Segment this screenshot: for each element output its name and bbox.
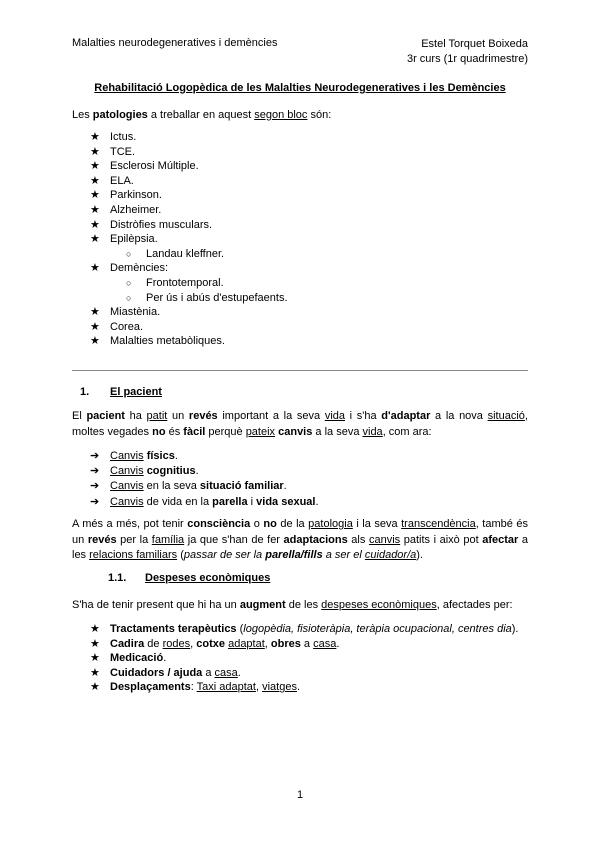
section-heading-1: 1. El pacient xyxy=(80,386,162,398)
section-heading-1-1: 1.1. Despeses econòmiques xyxy=(108,572,271,584)
star-bullet-icon: ★ xyxy=(90,320,100,333)
expenses-list xyxy=(90,622,530,695)
list-item: ★ Distròfies musculars. xyxy=(90,218,213,231)
circle-bullet-icon: ○ xyxy=(126,277,132,288)
star-bullet-icon: ★ xyxy=(90,203,100,216)
awareness-paragraph: A més a més, pot tenir consciència o no de la patologia i la seva transcendència, també és un revés per la família ja que s'han de fer adaptacions als canvis patits i això pot afectar a les relacions familiars (passar de ser la parella/fills a ser el cuidador/a). xyxy=(72,518,529,561)
list-item: ★ Medicació. xyxy=(90,652,167,665)
star-bullet-icon: ★ xyxy=(90,174,100,187)
list-item: ➔ Canvis cognitius. xyxy=(90,464,510,479)
horizontal-divider xyxy=(72,370,528,371)
sub-list-item: ○ Per ús i abús d'estupefaents. xyxy=(126,291,288,304)
list-item: ★ Parkinson. xyxy=(90,189,162,202)
star-bullet-icon: ★ xyxy=(90,623,100,635)
list-item: ★ Esclerosi Múltiple. xyxy=(90,160,199,173)
intro-paragraph: Les patologies a treballar en aquest segon bloc són: xyxy=(72,109,332,121)
list-item: ★ Ictus. xyxy=(90,131,137,143)
list-item: ★ Demències: xyxy=(90,262,169,275)
header-subject: Malalties neurodegeneratives i demències xyxy=(72,37,278,49)
arrow-bullet-icon: ➔ xyxy=(90,495,100,508)
star-bullet-icon: ★ xyxy=(90,637,100,650)
star-bullet-icon: ★ xyxy=(90,335,100,348)
list-item: ★ Desplaçaments: Taxi adaptat, viatges. xyxy=(90,681,301,694)
arrow-bullet-icon: ➔ xyxy=(90,450,100,462)
star-bullet-icon: ★ xyxy=(90,233,100,246)
sub-list-item: ○ Landau kleffner. xyxy=(126,247,225,260)
star-bullet-icon: ★ xyxy=(90,218,100,231)
expenses-paragraph: S'ha de tenir present que hi ha un augment de les despeses econòmiques, afectades per: xyxy=(72,599,513,611)
list-item: ➔ Canvis físics. xyxy=(90,449,510,464)
star-bullet-icon: ★ xyxy=(90,145,100,158)
circle-bullet-icon: ○ xyxy=(126,292,132,303)
list-item: ★ Miastènia. xyxy=(90,306,161,319)
list-item: ➔ Canvis de vida en la parella i vida sexual. xyxy=(90,495,510,510)
star-bullet-icon: ★ xyxy=(90,131,100,143)
arrow-bullet-icon: ➔ xyxy=(90,465,100,478)
list-item: ★ Malalties metabòliques. xyxy=(90,335,225,348)
star-bullet-icon: ★ xyxy=(90,666,100,679)
star-bullet-icon: ★ xyxy=(90,189,100,202)
star-bullet-icon: ★ xyxy=(90,160,100,173)
list-item: ★ Corea. xyxy=(90,320,144,333)
arrow-bullet-icon: ➔ xyxy=(90,480,100,493)
patient-paragraph: El pacient ha patit un revés important a la seva vida i s'ha d'adaptar a la nova situació, moltes vegades no és fàcil perquè pateix canvis a la seva vida, com ara: xyxy=(72,410,528,438)
star-bullet-icon: ★ xyxy=(90,262,100,275)
star-bullet-icon: ★ xyxy=(90,681,100,694)
header-course: 3r curs (1r quadrimestre) xyxy=(406,53,528,65)
list-item: ➔ Canvis en la seva situació familiar. xyxy=(90,479,510,494)
list-item: ★ Cadira de rodes, cotxe adaptat, obres a casa. xyxy=(90,637,340,650)
list-item: ★ ELA. xyxy=(90,174,134,187)
circle-bullet-icon: ○ xyxy=(126,248,132,259)
header-author xyxy=(407,37,528,67)
sub-list-item: ○ Frontotemporal. xyxy=(126,276,224,289)
header-author-name: Estel Torquet Boixeda xyxy=(421,38,528,50)
document-title: Rehabilitació Logopèdica de les Malalties Neurodegeneratives i les Demències xyxy=(94,82,506,94)
star-bullet-icon: ★ xyxy=(90,652,100,665)
list-item: ★ TCE. xyxy=(90,145,136,158)
list-item: ★ Cuidadors / ajuda a casa. xyxy=(90,666,241,679)
page-number: 1 xyxy=(296,789,304,801)
pathologies-list xyxy=(90,130,510,349)
list-item: ★ Epilèpsia. xyxy=(90,233,158,246)
list-item: ★ Tractaments terapèutics (logopèdia, fisioteràpia, teràpia ocupacional, centres dia). xyxy=(90,623,519,635)
star-bullet-icon: ★ xyxy=(90,306,100,319)
list-item: ★ Alzheimer. xyxy=(90,203,162,216)
changes-list xyxy=(90,449,510,510)
